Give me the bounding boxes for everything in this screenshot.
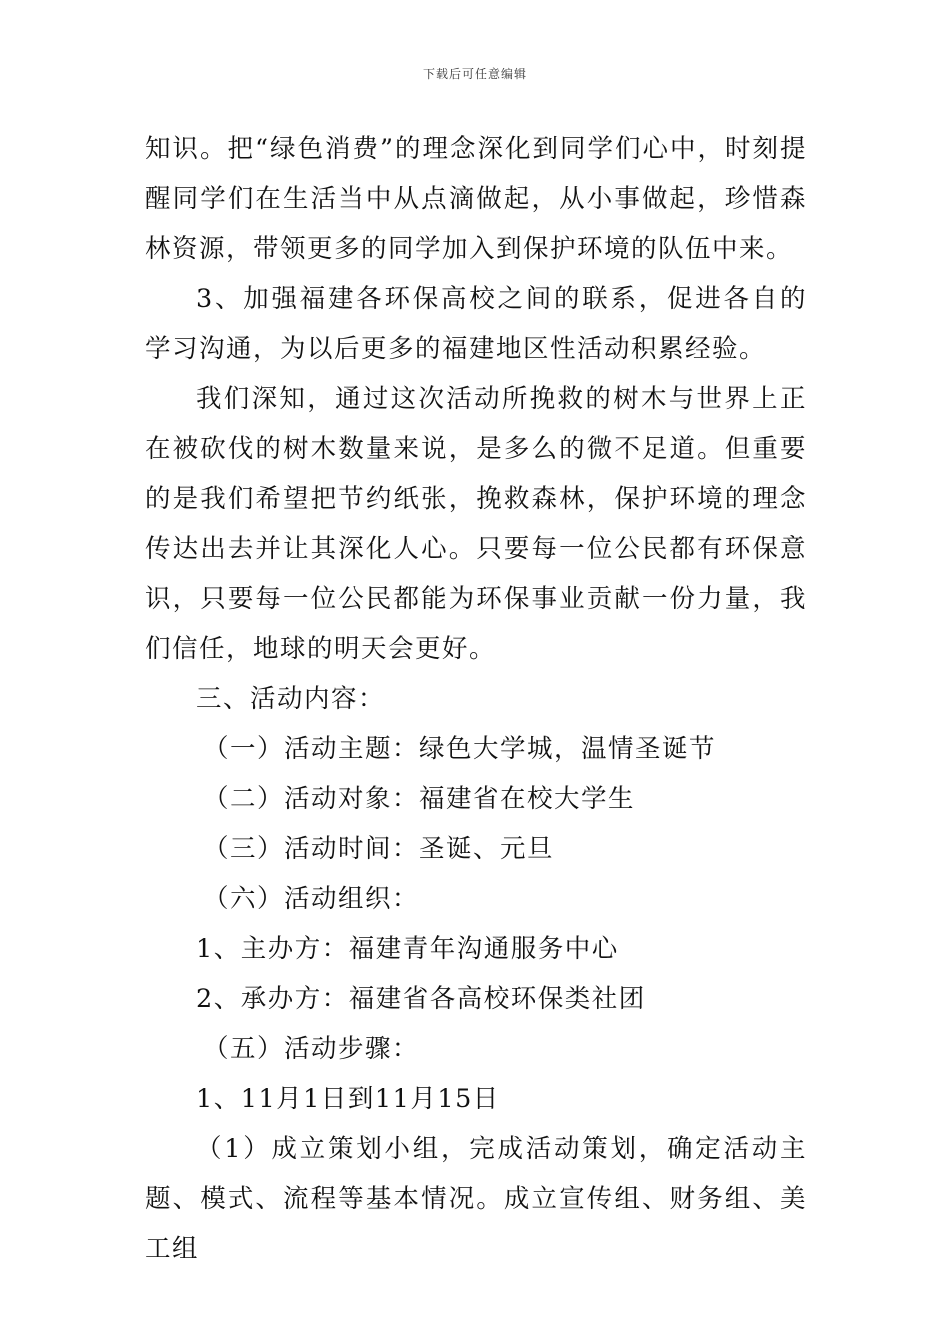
list-item-co-organizer: 2、承办方：福建省各高校环保类社团 <box>196 984 646 1014</box>
list-item-activity-time: （三）活动时间：圣诞、元旦 <box>203 834 555 864</box>
paragraph-green-consumption: 知识。把“绿色消费”的理念深化到同学们心中，时刻提醒同学们在生活当中从点滴做起，从小事做起，珍惜森林资源，带领更多的同学加入到保护环境的队伍中来。 <box>145 134 807 264</box>
list-item-activity-steps: （五）活动步骤： <box>203 1034 420 1064</box>
list-item-organizer: 1、主办方：福建青年沟通服务中心 <box>196 934 619 964</box>
list-item-step-date-range: 1、11月1日到11月15日 <box>196 1084 500 1114</box>
page-header-note: 下载后可任意编辑 <box>422 67 527 81</box>
paragraph-goal-3: 3、加强福建各环保高校之间的联系，促进各自的学习沟通，为以后更多的福建地区性活动积累经验。 <box>145 284 807 364</box>
document-body <box>145 124 807 1274</box>
paragraph-step-1: （1）成立策划小组，完成活动策划，确定活动主题、模式、流程等基本情况。成立宣传组、财务组、美工组 <box>145 1134 807 1264</box>
list-item-activity-organization: （六）活动组织： <box>203 884 420 914</box>
list-item-activity-target: （二）活动对象：福建省在校大学生 <box>203 784 636 814</box>
paragraph-significance: 我们深知，通过这次活动所挽救的树木与世界上正在被砍伐的树木数量来说，是多么的微不足道。但重要的是我们希望把节约纸张，挽救森林，保护环境的理念传达出去并让其深化人心。只要每一位公民都有环保意识，只要每一位公民都能为环保事业贡献一份力量，我们信任，地球的明天会更好。 <box>145 384 807 664</box>
list-item-activity-theme: （一）活动主题：绿色大学城，温情圣诞节 <box>203 734 717 764</box>
section-heading-activity-content: 三、活动内容： <box>196 684 386 714</box>
